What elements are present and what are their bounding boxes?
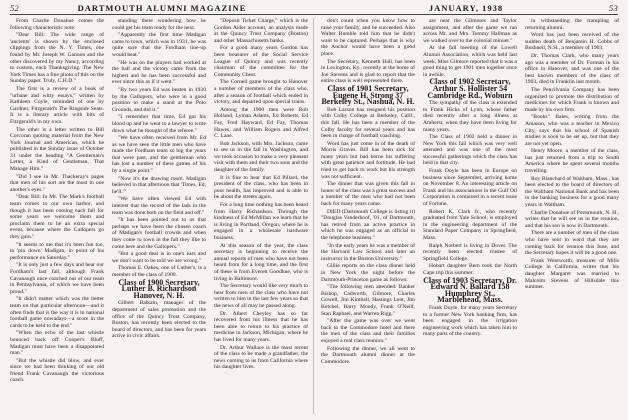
class-section-heading: Class of 1903 Secretary, Dr. Edward N. Ballard 158 Humphrey St., Marblehead, Mass. (423, 275, 517, 305)
paragraph: There are a number of men of the class who have sent in word that they are coming back for reunion this June, and the Secretary hopes it will be a good one. (525, 230, 619, 257)
paragraph: "Books" Bales, writing from the Amazon, who was a teacher in Mexico City, says that his school of Spanish studies is soon to be set up, but that they are not yet open. (525, 114, 619, 147)
paragraph: At the fall meeting of the Lowell Alumni Association, which was held last week, Miss Gilmore reported that it was a good thing to get 1901 men together once in awhile. (423, 45, 517, 78)
paragraph: "Deposit Ticket Charge," which is the Gordon Aider account, an analysis made at the Quincy Trust Company (Boston) and other Massachusetts banks. (214, 18, 308, 44)
paragraph: Dr. Arthur Wallace is the most recent of the class to be made a grandfather, the news coming to us from California where his daughter lives. (214, 344, 308, 371)
paragraph: "It didn't matter which was the better team on that particular afternoon—and it often finds that is the way it is in national football game nowadays—a score in the cards to be held to the end." (10, 296, 104, 329)
paragraph: For a good many years Gordon has been treasurer of the Social Service League of Quincy and was recently chairman of the committee for the Community Chest. (214, 45, 308, 78)
paragraph: Henry Moore, a member of the class, has just returned from a trip to South America where he spent several months travelling. (525, 148, 619, 175)
paragraph: Ralph Norbert is living in Dover. The recently been elected trustee of Springfield College. (423, 242, 517, 262)
left-page-number: 52 (10, 3, 20, 13)
paragraph: "Did I see in Mr. Thackeray's pages that men of his sort are the most in one another's eyes." (10, 173, 104, 193)
paragraph: "In the early years he was a member of the Harvard Law School and later an instructor in the Boston University." (321, 242, 415, 262)
paragraph: in withstanding the trampling of returning alumni. (525, 18, 619, 31)
paragraph: "By two years Ed was beaten in 1930 by the Gallopers, who were in a good position to make a stand at the Polo Grounds, and did it." (112, 86, 206, 113)
paragraph: "He was on the players had worked at the ball and the victory came from the highest and he has been successful and ever since this as if it went." (112, 59, 206, 86)
paragraph: "Dear Bill: In Mr. The Mark's football team comes to our own harbor, and though it has been coming each fall for some years we welcome them and proclaim them to be an extra special event, because where the Gallopers go they gain." (10, 194, 104, 240)
column-3 (214, 18, 308, 418)
paragraph: The Secretary, Kenneth Hall, has been in Lexington, Ky., recently at the home of Joe Stevens and is glad to report that the entire class is well represented there. (321, 58, 415, 85)
column-2 (112, 18, 206, 418)
class-section-heading: Class of 1902 Secretary, Arthur S. Hollister 54 Cambridge Rd., Woburn (427, 77, 513, 100)
class-section-heading: Class of 1900 Secretary, Luther B. Richardson Hanover, N. H. (118, 277, 200, 300)
paragraph: The Cornell game brought to Hanover a number of members of the class who, after a season of football which ended in victory, and departed upon special trains. (214, 79, 308, 106)
paragraph: The Pencilvania Company has been organized to promote the distribution of medicines for which Frank is known and made by his own firm. (525, 86, 619, 113)
paragraph: "It seems to me that it's been fun too, to 'pin down' Madigan, in point of his performance on Saturday." (10, 241, 104, 261)
paragraph: Bob Jackson, with Mrs. Jackson, came to see us in the fall in Washington, and we took occasion to make a very pleasant visit with them and their two sons and the daughter of the family. (214, 140, 308, 174)
paragraph: It is fine to hear that Ed Pillard, the president of the class, who has been in poor health, has improved and is able to be about the streets again. (214, 174, 308, 201)
paragraph: Roy Blanchard of Waltham, Mass., has been elected to the board of directors of the Waltham National Bank and has been in the banking business for a good many years in Waltham. (525, 175, 619, 209)
paragraph: standing there wondering how he could get his team ready for the next. (112, 18, 206, 31)
paragraph: Bob Larson has resigned his position with Colby College at Berkeley, Calif., this fall. He has been a member of the Colby faculty for several years and has been in charge of football coaching. (321, 106, 415, 140)
column-6 (525, 18, 619, 418)
right-page-number: 53 (608, 3, 618, 13)
paragraph: Gillie reports on the class dinner held in New York the night before the Dartmouth-Princeton game as follows: (321, 263, 415, 283)
paragraph: Thomas E. Oakes, one of Luther's, is a member of the class of 1900. (112, 265, 206, 278)
paragraph: Word has just been received of the sudden death of Benjamin H. Cobbs of Bushnell, N.H., a member of 1903. (525, 32, 619, 52)
paragraph: "It has been pointed out to us that perhaps we have been the chosen coach of Madigan's football crowds and when they come to town in the fall they like to come here and the Gallopers." (112, 217, 206, 250)
column-1 (10, 18, 104, 418)
paragraph: Charlie Donahue of Portsmouth, N. H., writes that he will see us in the reunion, and that his son is now in Dartmouth. (525, 209, 619, 229)
paragraph: DIED (Dartmouth College is listing it) "Douglas Vanderhoof, '01, of Dartmouth, has retired from an active practice in which he was engaged as an official in the telephone business." (321, 208, 415, 241)
paragraph: "Now it's the drawing room. Madigan believed in that afternoon that 'Times, Ed, he'll.'" (112, 175, 206, 195)
paragraph: At this season of the year, the class secretary is beginning to receive the annual reports of men who have not been heard from for a long time, and the first of these is from Everett Goodhue, who is living in Baltimore. (214, 242, 308, 282)
paragraph: Frank Doyle, for many years Secretary to a former New York banking firm, has been engaged in the irrigation engineering work which has taken him to many parts of the country. (423, 304, 517, 338)
paragraph: Robert K. Clark Jr., who recently graduated from Yale School, is employed in the engineering department of the Standard Paper Company in Springfield, Mass. (423, 208, 517, 241)
left-running-title: DARTMOUTH ALUMNI MAGAZINE (77, 3, 247, 13)
paragraph: "When the echo of the last whistle bounced back off Cooper's Bluff, Madigan must have been a disappointed man." (10, 330, 104, 357)
paragraph: The Secretary would like very much to hear from men of the class who have not written to him in the last few years so that the news of all may be passed along. (214, 283, 308, 309)
paragraph: The sympathy of the class is extended to Frank Hicks of Lynn, whose father died recently after a long illness at Amherst, when they have been living for many years. (423, 100, 517, 133)
paragraph: Frank Doyle has been in Europe on business since September, arriving home on November 8. An interesting article on Frank and his associations in the Gulf Oil Corporation is contained in a recent issue of Fortune. (423, 168, 517, 208)
paragraph: Hobart daughter Bern took the North Cape trip this summer. (423, 263, 517, 276)
paragraph: "Dear Bill: The wide range of 'ancients' is shown by the enclosed clippings from the N. Y. Times, one found by Mr. Joseph W. Gannon and the other discovered by my Nancy, according to custom, each Thanksgiving. The New York Times has a fine photo of this on the Sunday paper. Truly, C.H.D." (10, 32, 104, 85)
paragraph: From Charlie Donahue comes the following characteristic note: (10, 18, 104, 31)
paragraph: are near the Gilmores and Taylor assignment, and after the game we ran across Mr. and Mrs. Tommy Hallman as we walked over to the colonial minuet." (423, 18, 517, 44)
paragraph: "Apparently the first time Madigan came to town, which was in 1931, he was quite sure that the Fordham line-up would beat." (112, 32, 206, 58)
paragraph: The first is a review of a book of "urbane and witty essays," written by Kathleen Coyle, reminded of one by Gardner, Fitzgerald's The Ringside Seats. It is a literary article with bits of Fitzgerald's in my own. (10, 85, 104, 125)
paragraph: Word has just come in of the death of Morris Graves. Bill has been sick for many years but had borne his suffering with great patience and fortitude. He had tried to get back to work but his strength was not sufficient. (321, 140, 415, 180)
paragraph: For a long time nothing has been heard from Harry Richardson. Through the kindness of Ed McMillan we learn that he is living in Portland, Oregon, where he is engaged in a wholesale hardware business. (214, 202, 308, 241)
paragraph: Frank Wentworth, treasurer of Mills College in California, writes that his daughter Margaret was married to Malcolm Stevens of Hillsdale this summer. (525, 257, 619, 291)
paragraph: Among the 1900 men were Bob Holland, Lyman Adams, Ed Roberts, Ed Fay, Fred Hayward, Ed Fay, Thomas Hawes, and William Rogers and Alfred C. Lane. (214, 106, 308, 140)
paragraph: The dinner that was given this fall in honor of the class was a great success and a number of the men who had not been back for many years came. (321, 181, 415, 208)
page-gutter (313, 18, 314, 414)
paragraph: "The following men attended: Banker Bishop, Cadworth, Gilmore, Charles Gowell, Jim Kimball, Hastings Lent, Jim Ketchel, Harry Moody, Frank O'Neill, Stan Raphael, and Warren Rigg." (321, 284, 415, 317)
paragraph: "But a good deal is in one's ears and we don't want to be told we are wrong." (112, 251, 206, 264)
paragraph: The other is a letter written to Bill Corcoran quoting material from the New York Journal and American, which he published in the Sunday issue of October 31 under the heading "A Gentleman's Letter, a Kind of Gentleman, That Manage Him." (10, 126, 104, 173)
paragraph: "After the game was over we went back to the Commodore hotel and there the men of the class and their families enjoyed a real class reunion." (321, 318, 415, 344)
paragraph: Gilbert Balkam, manager of the department of sales promotion and the office of the Quincy Trust Company, Boston, has recently been elected to the board of directors, and has been for years active in civic affairs. (112, 300, 206, 340)
paragraph: don't count when you know how to raise your family, and he succeeded. Also Walter Rumble told him that he didn't want to be captured. Perhaps that is why the Anchor would have been a good place. (321, 18, 415, 57)
paragraph: "We have often viewed Ed with interest that the record of the lads in the team was done both on the field and off." (112, 196, 206, 216)
column-4 (321, 18, 415, 418)
paragraph: "We have often received from Mr. Ed as we have seen the little men who have made the Fordham team so big the years that were past, and the gentleman who has lost a number of these games of his by a single point." (112, 135, 206, 175)
right-running-title: JANUARY, 1938 (428, 3, 504, 13)
column-5 (423, 18, 517, 418)
paragraph: Following the dinner, we all went to the Dartmouth alumni dinner at the Commodore. (321, 345, 415, 365)
paragraph: "But the whistle did blow, and ever since we had been thinking of our old friend Frank Cavanaugh the victorious coach. (10, 357, 104, 384)
paragraph: Dr. Albert Cheyley has so far recovered from his illness that he has been able to return to his practice of medicine in Jackson, Michigan, where he has lived for many years. (214, 310, 308, 343)
paragraph: The Class of 1902 held a dinner in New York this fall which was very well attended and was one of the most successful gatherings which the class has held in that city. (423, 134, 517, 167)
paragraph: "I remember that time, Ed got his blood up and he went to a lawyer to write down what he thought of the referee." (112, 114, 206, 134)
header-rule (10, 14, 618, 15)
class-section-heading: Class of 1901 Secretary, Eugene H. Strong 37 Berkeley St., Nashua, N. H. (321, 83, 415, 107)
paragraph: "It is only just a few days and hear our Fordham's last fall, although Frank Cavanaugh once coached out of our team in Pennsylvania, of which we have been proud." (10, 262, 104, 295)
paragraph: Dr. Thomas Clark, who many years ago was a member of Dr. Forman in his office in Hanover, and was one of the best known members of the class of 1903, died in Franklin last month. (525, 52, 619, 86)
